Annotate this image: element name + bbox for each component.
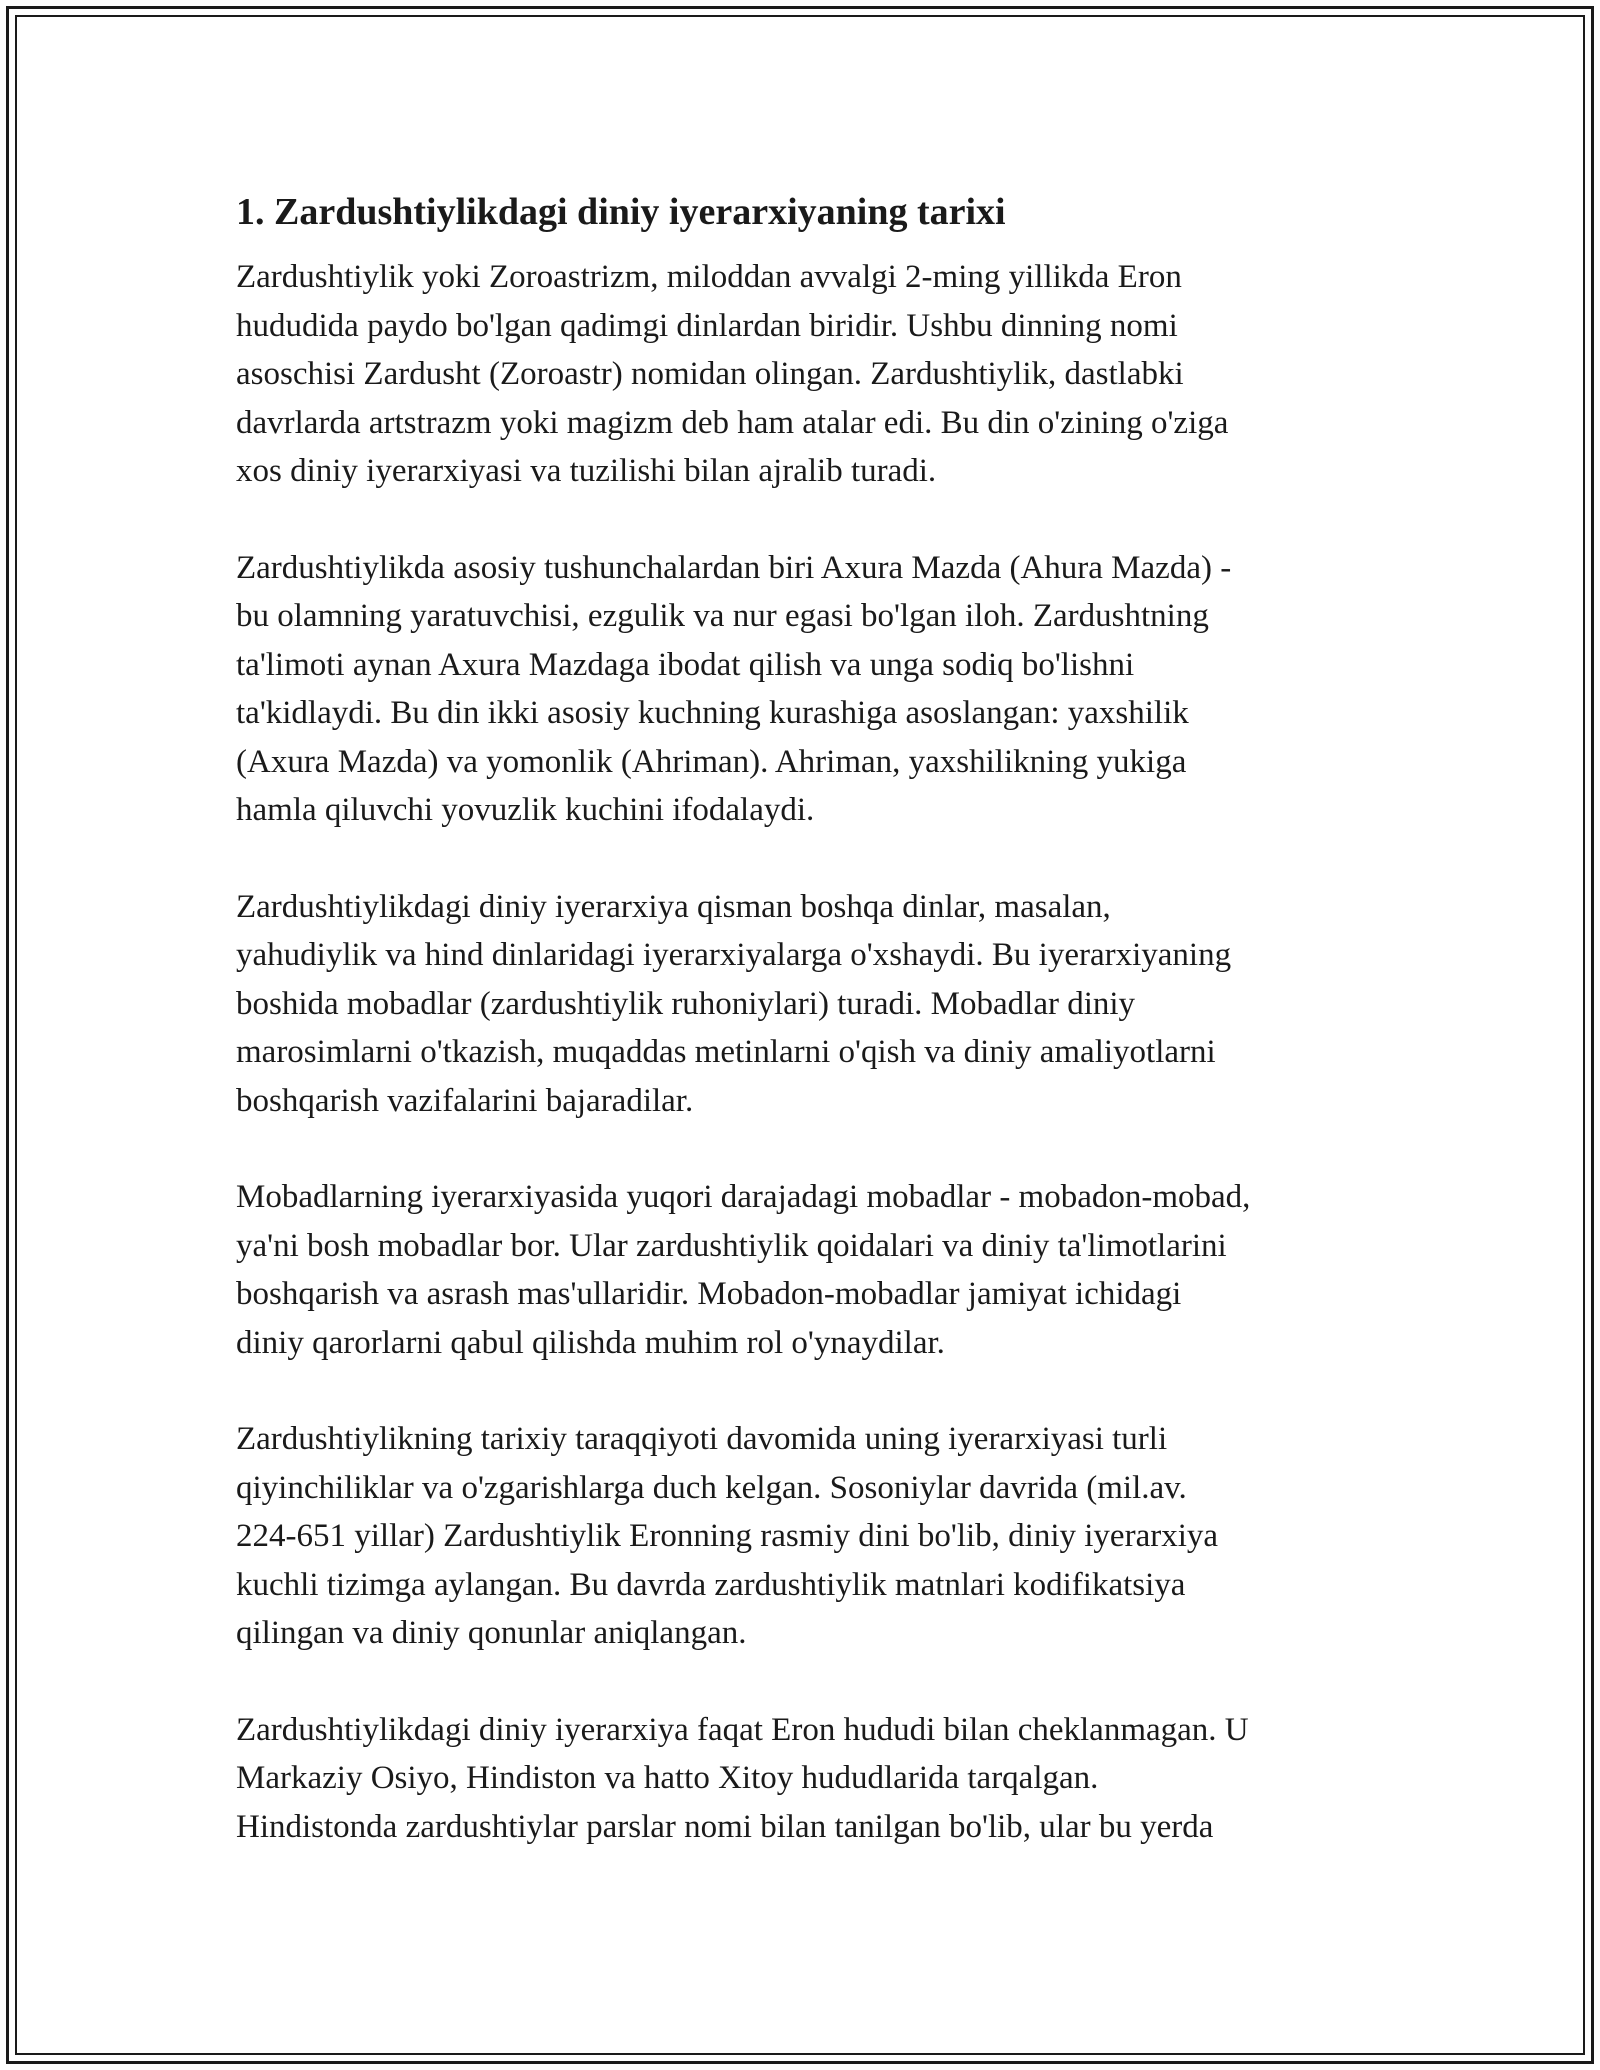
paragraph-line: Hindistonda zardushtiylar parslar nomi bilan tanilgan bo'lib, ular bu yerda — [236, 1808, 1214, 1845]
paragraph-line: Zardushtiylikdagi diniy iyerarxiya qisman boshqa dinlar, masalan, — [236, 888, 1111, 925]
paragraph-line: boshqarish va asrash mas'ullaridir. Mobadon-mobadlar jamiyat ichidagi — [236, 1276, 1182, 1312]
paragraph-line: davrlarda artstrazm yoki magizm deb ham atalar edi. Bu din o'zining o'ziga — [236, 404, 1229, 441]
paragraph-line: kuchli tizimga aylangan. Bu davrda zardushtiylik matnlari kodifikatsiya — [236, 1566, 1186, 1603]
paragraph — [236, 883, 1366, 1126]
paragraph-line: asoschisi Zardusht (Zoroastr) nomidan olingan. Zardushtiylik, dastlabki — [236, 356, 1184, 392]
paragraph-line: boshqarish vazifalarini bajaradilar. — [236, 1082, 694, 1119]
paragraph-line: qilingan va diniy qonunlar aniqlangan. — [236, 1615, 747, 1651]
paragraph — [236, 253, 1366, 496]
paragraph-line: boshida mobadlar (zardushtiylik ruhoniylari) turadi. Mobadlar diniy — [236, 985, 1136, 1022]
paragraph-line: Mobadlarning iyerarxiyasida yuqori darajadagi mobadlar - mobadon-mobad, — [236, 1179, 1251, 1215]
paragraph-line: Zardushtiylikning tarixiy taraqqiyoti davomida uning iyerarxiyasi turli — [236, 1421, 1168, 1457]
paragraph-line: Zardushtiylikda asosiy tushunchalardan biri Axura Mazda (Ahura Mazda) - — [236, 549, 1232, 586]
paragraph-line: (Axura Mazda) va yomonlik (Ahriman). Ahriman, yaxshilikning yukiga — [236, 743, 1187, 780]
paragraph-line: diniy qarorlarni qabul qilishda muhim rol o'ynaydilar. — [236, 1324, 945, 1361]
paragraph-line: hududida paydo bo'lgan qadimgi dinlardan biridir. Ushbu dinning nomi — [236, 307, 1178, 344]
paragraph-line: marosimlarni o'tkazish, muqaddas metinlarni o'qish va diniy amaliyotlarni — [236, 1034, 1216, 1070]
paragraph-line: qiyinchiliklar va o'zgarishlarga duch kelgan. Sosoniylar davrida (mil.av. — [236, 1469, 1187, 1506]
paragraph-line: hamla qiluvchi yovuzlik kuchini ifodalaydi. — [236, 792, 815, 828]
paragraph — [236, 1415, 1366, 1658]
paragraph — [236, 1706, 1366, 1852]
paragraph-line: 224-651 yillar) Zardushtiylik Eronning rasmiy dini bo'lib, diniy iyerarxiya — [236, 1518, 1219, 1554]
paragraph-line: ya'ni bosh mobadlar bor. Ular zardushtiylik qoidalari va diniy ta'limotlarini — [236, 1227, 1227, 1264]
section-heading: 1. Zardushtiylikdagi diniy iyerarxiyaning tarixi — [236, 191, 1006, 233]
paragraph-line: Zardushtiylikdagi diniy iyerarxiya faqat Eron hududi bilan cheklanmagan. U — [236, 1711, 1249, 1748]
paragraph-line: ta'kidlaydi. Bu din ikki asosiy kuchning kurashiga asoslangan: yaxshilik — [236, 695, 1189, 731]
paragraph-list — [236, 253, 1366, 1851]
paragraph — [236, 1173, 1366, 1367]
document-body — [236, 185, 1366, 1899]
paragraph-line: Markaziy Osiyo, Hindiston va hatto Xitoy hududlarida tarqalgan. — [236, 1760, 1099, 1796]
paragraph — [236, 544, 1366, 835]
paragraph-line: Zardushtiylik yoki Zoroastrizm, miloddan avvalgi 2-ming yillikda Eron — [236, 259, 1182, 295]
paragraph-line: bu olamning yaratuvchisi, ezgulik va nur egasi bo'lgan iloh. Zardushtning — [236, 598, 1209, 634]
paragraph-line: ta'limoti aynan Axura Mazdaga ibodat qilish va unga sodiq bo'lishni — [236, 646, 1135, 683]
paragraph-line: yahudiylik va hind dinlaridagi iyerarxiyalarga o'xshaydi. Bu iyerarxiyaning — [236, 937, 1232, 973]
paragraph-line: xos diniy iyerarxiyasi va tuzilishi bilan ajralib turadi. — [236, 453, 937, 489]
